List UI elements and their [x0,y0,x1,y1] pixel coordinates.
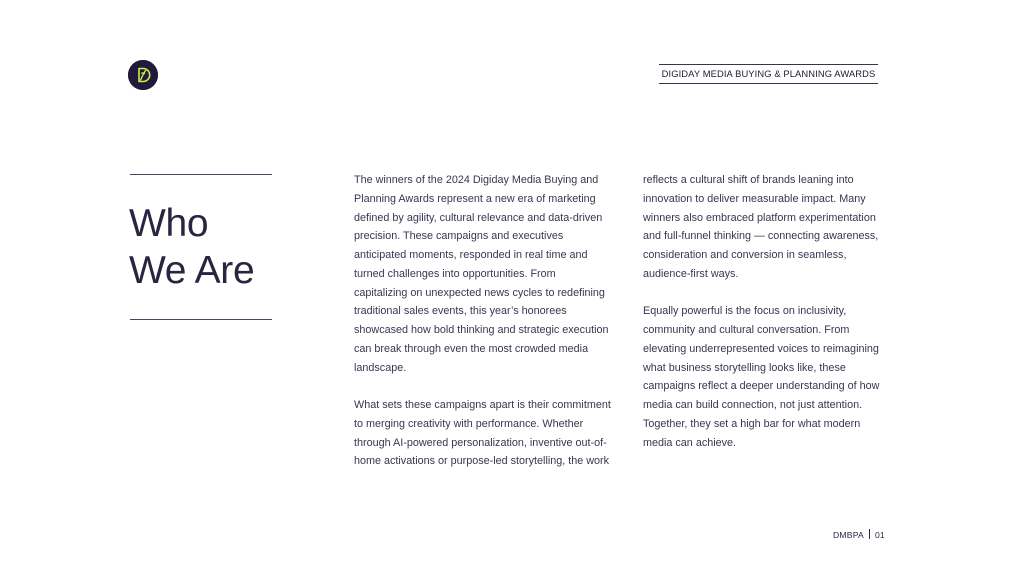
footer-brand: DMBPA [833,530,864,540]
page-footer [833,529,885,540]
text-line: and full-funnel thinking — connecting awareness, [643,230,879,243]
text-line: through AI-powered personalization, inventive out-of- [354,436,607,449]
page-title [129,200,254,294]
digiday-d-logo-icon [128,60,158,90]
paragraph [643,171,893,284]
paragraph [354,396,624,471]
footer-divider [869,529,870,539]
text-line: What sets these campaigns apart is their commitment [354,399,611,411]
text-line: media can achieve. [643,436,737,449]
paragraph [354,171,624,377]
digiday-logo [128,60,158,90]
text-line: precision. These campaigns and executives [354,230,564,243]
header-label: DIGIDAY MEDIA BUYING & PLANNING AWARDS [659,64,878,84]
paragraph [643,302,893,452]
page-title-line-2: We Are [129,249,255,292]
text-line: reflects a cultural shift of brands leaning into [643,174,854,186]
text-line: traditional sales events, this year’s honorees [354,305,567,318]
body-column-left [354,171,624,471]
text-line: elevating underrepresented voices to reimagining [643,342,879,355]
text-line: defined by agility, cultural relevance and data-driven [354,211,603,224]
text-line: audience-first ways. [643,267,739,280]
text-line: anticipated moments, responded in real time and [354,249,588,261]
text-line: winners also embraced platform experimentation [643,211,876,224]
text-line: showcased how bold thinking and strategic execution [354,324,609,336]
text-line: what business storytelling looks like, these [643,361,846,374]
text-line: The winners of the 2024 Digiday Media Buying and [354,174,599,186]
text-line: media can build connection, not just attention. [643,399,863,411]
text-line: landscape. [354,361,407,374]
page-number: 01 [874,530,885,540]
text-line: to merging creativity with performance. Whether [354,417,584,430]
title-rule-top [130,174,272,175]
text-line: Together, they set a high bar for what modern [643,417,861,430]
text-line: consideration and conversion in seamless, [643,249,847,261]
text-line: turned challenges into opportunities. From [354,267,556,280]
title-rule-bottom [130,319,272,320]
text-line: innovation to deliver measurable impact. Many [643,192,866,205]
text-line: home activations or purpose-led storytelling, the work [354,455,610,468]
text-line: capitalizing on unexpected news cycles to redefining [354,286,605,299]
text-line: campaigns reflect a deeper understanding of how [643,380,880,393]
text-line: Planning Awards represent a new era of marketing [354,192,596,205]
text-line: Equally powerful is the focus on inclusivity, [643,305,847,318]
body-column-right [643,171,893,452]
text-line: can break through even the most crowded media [354,342,589,355]
page-title-line-1: Who [129,202,209,245]
text-line: community and cultural conversation. From [643,324,850,336]
